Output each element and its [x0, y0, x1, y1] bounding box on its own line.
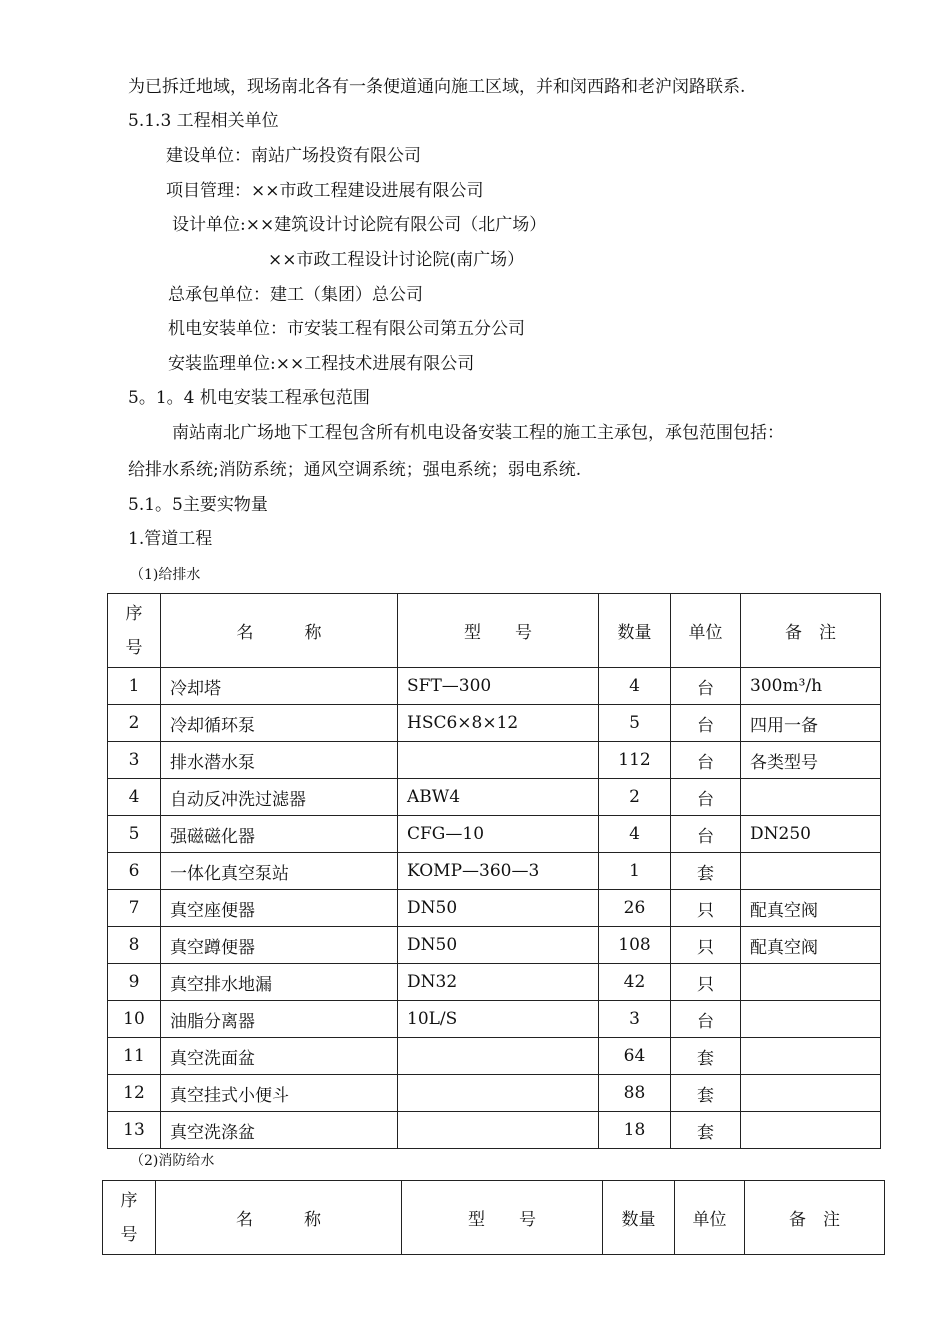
cell-model: [398, 742, 599, 779]
cell-name: 真空排水地漏: [161, 964, 398, 1001]
cell-name: 真空挂式小便斗: [161, 1075, 398, 1112]
cell-unit: 只: [671, 890, 741, 927]
pipeline-works-heading: 1.管道工程: [128, 529, 213, 549]
cell-unit: 只: [671, 964, 741, 1001]
table-row: [108, 668, 881, 705]
section-5-1-5-heading: 5.1。5主要实物量: [128, 495, 268, 515]
cell-remark: [741, 964, 881, 1001]
table-row: [108, 779, 881, 816]
cell-seq: 12: [108, 1075, 161, 1112]
cell-seq: 11: [108, 1038, 161, 1075]
unit-project-management: 项目管理：××市政工程建设进展有限公司: [166, 181, 484, 201]
cell-qty: 2: [599, 779, 671, 816]
fire-water-table: [102, 1180, 885, 1255]
header-seq-top: 序: [120, 1190, 138, 1211]
cell-seq: 3: [108, 742, 161, 779]
unit-general-contractor: 总承包单位：建工（集团）总公司: [168, 285, 423, 305]
cell-seq: 5: [108, 816, 161, 853]
cell-name: 真空座便器: [161, 890, 398, 927]
cell-model: 10L/S: [398, 1001, 599, 1038]
cell-seq: 6: [108, 853, 161, 890]
header-seq: [108, 594, 161, 668]
cell-unit: 台: [671, 1001, 741, 1038]
cell-remark: [741, 779, 881, 816]
cell-remark: 配真空阀: [741, 890, 881, 927]
cell-qty: 64: [599, 1038, 671, 1075]
cell-remark: 四用一备: [741, 705, 881, 742]
cell-name: 冷却塔: [161, 668, 398, 705]
intro-line: 为已拆迁地域，现场南北各有一条便道通向施工区域，并和闵西路和老沪闵路联系.: [128, 77, 746, 97]
cell-model: DN50: [398, 927, 599, 964]
cell-name: 自动反冲洗过滤器: [161, 779, 398, 816]
unit-design-north: 设计单位:××建筑设计讨论院有限公司（北广场）: [172, 215, 547, 235]
table-row: [108, 816, 881, 853]
cell-unit: 台: [671, 816, 741, 853]
cell-model: KOMP—360—3: [398, 853, 599, 890]
cell-remark: 300m³/h: [741, 668, 881, 705]
cell-qty: 18: [599, 1112, 671, 1149]
header-name: 名 称: [156, 1181, 402, 1255]
table-row: [108, 853, 881, 890]
cell-model: [398, 1038, 599, 1075]
header-qty: 数量: [599, 594, 671, 668]
cell-unit: 套: [671, 1075, 741, 1112]
header-unit: 单位: [675, 1181, 745, 1255]
cell-seq: 2: [108, 705, 161, 742]
table-row: [108, 705, 881, 742]
cell-remark: DN250: [741, 816, 881, 853]
cell-qty: 112: [599, 742, 671, 779]
table-row: [108, 1112, 881, 1149]
table-header-row: [103, 1181, 885, 1255]
cell-remark: [741, 1038, 881, 1075]
cell-seq: 4: [108, 779, 161, 816]
cell-name: 排水潜水泵: [161, 742, 398, 779]
cell-qty: 4: [599, 816, 671, 853]
cell-remark: [741, 1075, 881, 1112]
cell-seq: 13: [108, 1112, 161, 1149]
cell-qty: 1: [599, 853, 671, 890]
cell-seq: 9: [108, 964, 161, 1001]
cell-remark: 各类型号: [741, 742, 881, 779]
table-row: [108, 964, 881, 1001]
header-qty: 数量: [603, 1181, 675, 1255]
cell-unit: 台: [671, 779, 741, 816]
cell-name: 油脂分离器: [161, 1001, 398, 1038]
table-row: [108, 927, 881, 964]
unit-construction: 建设单位：南站广场投资有限公司: [166, 146, 421, 166]
table-row: [108, 1001, 881, 1038]
cell-remark: [741, 1112, 881, 1149]
cell-qty: 88: [599, 1075, 671, 1112]
cell-unit: 台: [671, 668, 741, 705]
cell-qty: 3: [599, 1001, 671, 1038]
scope-paragraph-line-1: 南站南北广场地下工程包含所有机电设备安装工程的施工主承包，承包范围包括：: [172, 423, 784, 443]
header-seq: [103, 1181, 156, 1255]
header-name: 名 称: [161, 594, 398, 668]
cell-unit: 台: [671, 705, 741, 742]
cell-qty: 108: [599, 927, 671, 964]
cell-seq: 8: [108, 927, 161, 964]
cell-qty: 42: [599, 964, 671, 1001]
section-5-1-4-heading: 5。1。4 机电安装工程承包范围: [128, 388, 370, 408]
cell-model: DN50: [398, 890, 599, 927]
cell-name: 强磁磁化器: [161, 816, 398, 853]
cell-name: 冷却循环泵: [161, 705, 398, 742]
cell-qty: 5: [599, 705, 671, 742]
cell-name: 真空洗面盆: [161, 1038, 398, 1075]
water-supply-drainage-table: [107, 593, 881, 1149]
cell-model: [398, 1112, 599, 1149]
table2-caption: （2)消防给水: [130, 1153, 215, 1169]
cell-qty: 4: [599, 668, 671, 705]
unit-supervision: 安装监理单位:××工程技术进展有限公司: [168, 354, 475, 374]
cell-unit: 台: [671, 742, 741, 779]
section-5-1-3-heading: 5.1.3 工程相关单位: [128, 111, 279, 131]
unit-mep-installation: 机电安装单位：市安装工程有限公司第五分公司: [168, 319, 525, 339]
cell-model: CFG—10: [398, 816, 599, 853]
cell-qty: 26: [599, 890, 671, 927]
header-model: 型 号: [402, 1181, 603, 1255]
cell-seq: 7: [108, 890, 161, 927]
cell-seq: 10: [108, 1001, 161, 1038]
table-row: [108, 1075, 881, 1112]
header-remark: 备 注: [745, 1181, 885, 1255]
cell-name: 真空蹲便器: [161, 927, 398, 964]
cell-seq: 1: [108, 668, 161, 705]
cell-unit: 只: [671, 927, 741, 964]
unit-design-south: ××市政工程设计讨论院(南广场）: [268, 250, 525, 270]
table-row: [108, 742, 881, 779]
header-remark: 备 注: [741, 594, 881, 668]
cell-model: ABW4: [398, 779, 599, 816]
table1-caption: （1)给排水: [130, 567, 201, 583]
table-row: [108, 890, 881, 927]
table-header-row: [108, 594, 881, 668]
cell-remark: [741, 1001, 881, 1038]
cell-model: [398, 1075, 599, 1112]
header-model: 型 号: [398, 594, 599, 668]
header-seq-top: 序: [125, 603, 143, 624]
cell-unit: 套: [671, 1038, 741, 1075]
cell-remark: [741, 853, 881, 890]
cell-name: 真空洗涤盆: [161, 1112, 398, 1149]
cell-unit: 套: [671, 853, 741, 890]
header-seq-bottom: 号: [120, 1224, 138, 1245]
cell-model: HSC6×8×12: [398, 705, 599, 742]
header-seq-bottom: 号: [125, 637, 143, 658]
cell-remark: 配真空阀: [741, 927, 881, 964]
cell-model: SFT—300: [398, 668, 599, 705]
cell-model: DN32: [398, 964, 599, 1001]
cell-unit: 套: [671, 1112, 741, 1149]
scope-paragraph-line-2: 给排水系统;消防系统；通风空调系统；强电系统；弱电系统.: [128, 460, 582, 480]
table-row: [108, 1038, 881, 1075]
header-unit: 单位: [671, 594, 741, 668]
cell-name: 一体化真空泵站: [161, 853, 398, 890]
